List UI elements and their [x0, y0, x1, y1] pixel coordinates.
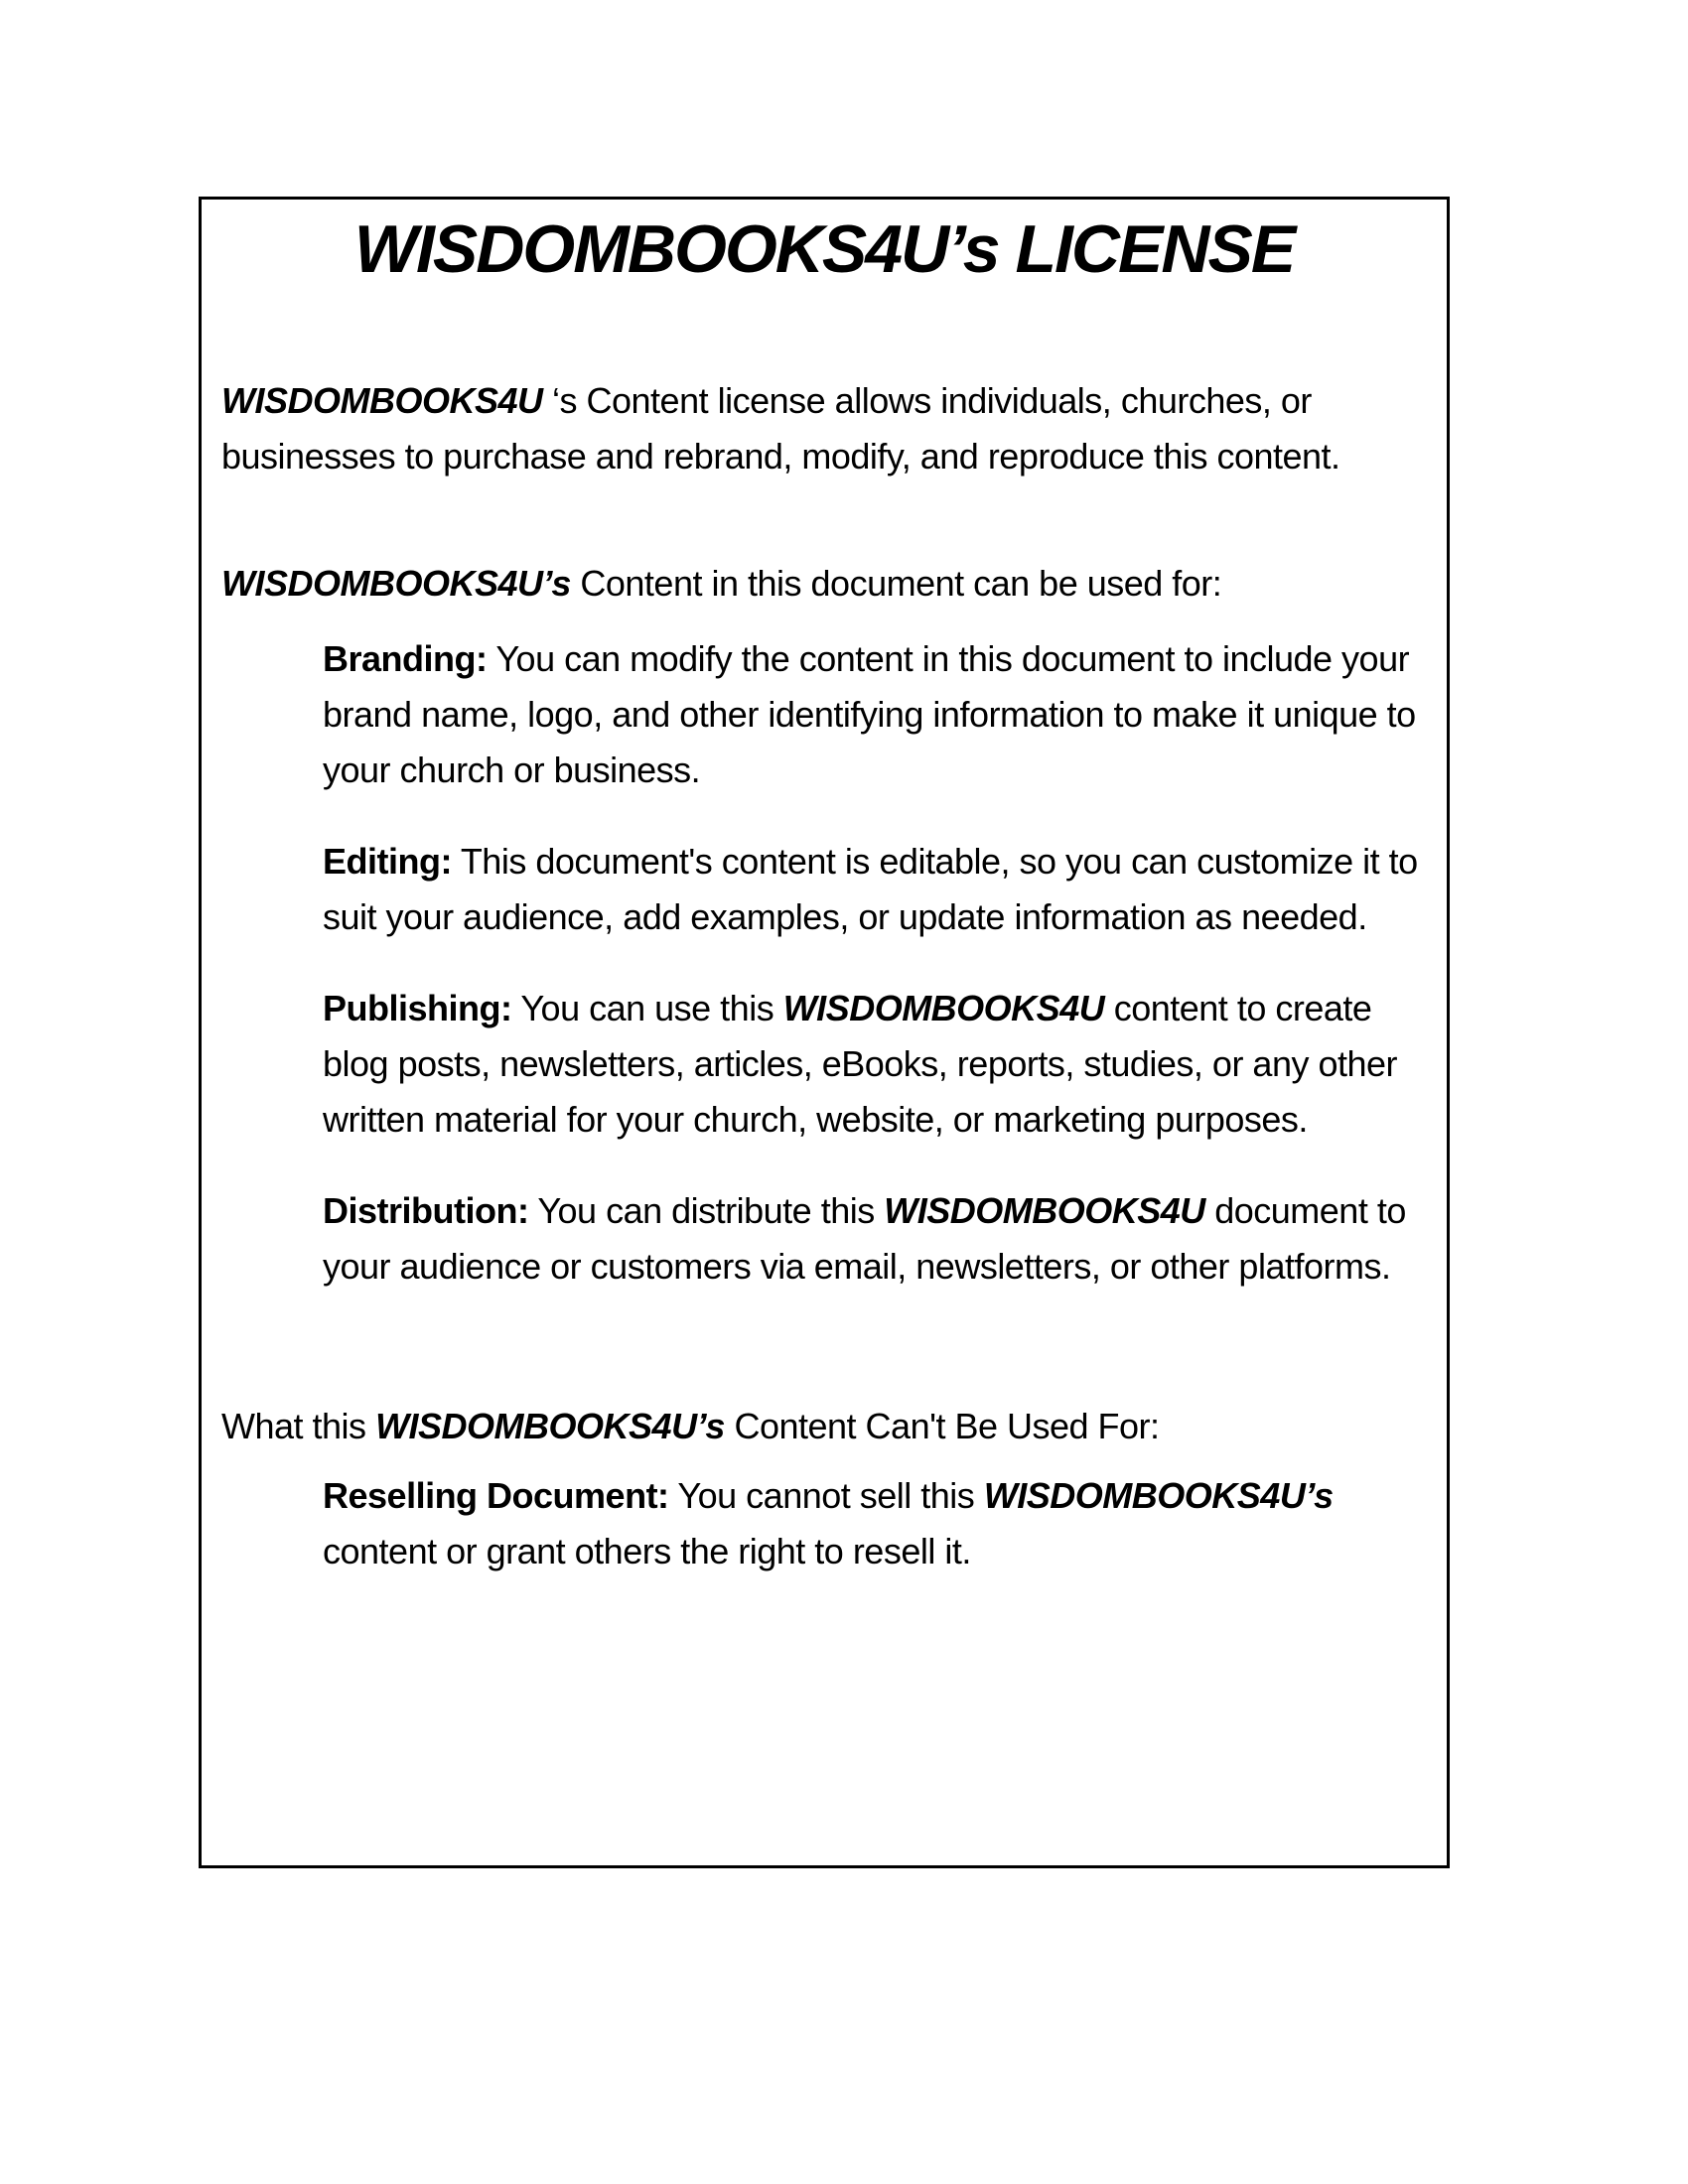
- used-for-heading: [221, 556, 1427, 612]
- brand-name: WISDOMBOOKS4U: [782, 988, 1105, 1028]
- permission-item-branding: [323, 631, 1427, 798]
- permission-item-editing: [323, 834, 1427, 945]
- brand-name: WISDOMBOOKS4U’s: [221, 563, 571, 604]
- item-text-after: content or grant others the right to resell it.: [323, 1531, 971, 1571]
- permission-item-distribution: [323, 1183, 1427, 1295]
- cant-be-used-heading: [221, 1399, 1427, 1454]
- restriction-item-reselling: [323, 1468, 1427, 1579]
- brand-name: WISDOMBOOKS4U: [221, 380, 543, 421]
- item-text: You can modify the content in this document to include your brand name, logo, and other identifying information to make it unique to your church or business.: [323, 638, 1416, 790]
- license-title: WISDOMBOOKS4U’s LICENSE: [353, 211, 1295, 287]
- item-text: You cannot sell this: [668, 1475, 984, 1516]
- license-box: [199, 197, 1450, 1868]
- brand-name: WISDOMBOOKS4U’s: [375, 1406, 725, 1446]
- item-text: You can use this: [511, 988, 783, 1028]
- cant-heading-text-after: Content Can't Be Used For:: [724, 1406, 1160, 1446]
- item-text-after: document to your audience or customers via email, newsletters, or other platforms.: [323, 1190, 1406, 1287]
- item-text-after: content to create blog posts, newsletters, articles, eBooks, reports, studies, or any other written material for your church, website, or marketing purposes.: [323, 988, 1398, 1140]
- intro-text: ‘s Content license allows individuals, churches, or businesses to purchase and rebrand, modify, and reproduce this content.: [221, 380, 1340, 477]
- cant-heading-text-before: What this: [221, 1406, 376, 1446]
- brand-name: WISDOMBOOKS4U’s: [983, 1475, 1334, 1516]
- permission-item-publishing: [323, 981, 1427, 1148]
- item-label: Branding:: [323, 638, 488, 679]
- used-for-heading-text: Content in this document can be used for:: [570, 563, 1222, 604]
- brand-name: WISDOMBOOKS4U: [884, 1190, 1205, 1231]
- item-label: Distribution:: [323, 1190, 529, 1231]
- item-label: Reselling Document:: [323, 1475, 669, 1516]
- item-label: Editing:: [323, 841, 452, 882]
- item-label: Publishing:: [323, 988, 512, 1028]
- intro-paragraph: [221, 373, 1427, 484]
- item-text: This document's content is editable, so you can customize it to suit your audience, add examples, or update information as needed.: [323, 841, 1418, 937]
- item-text: You can distribute this: [528, 1190, 885, 1231]
